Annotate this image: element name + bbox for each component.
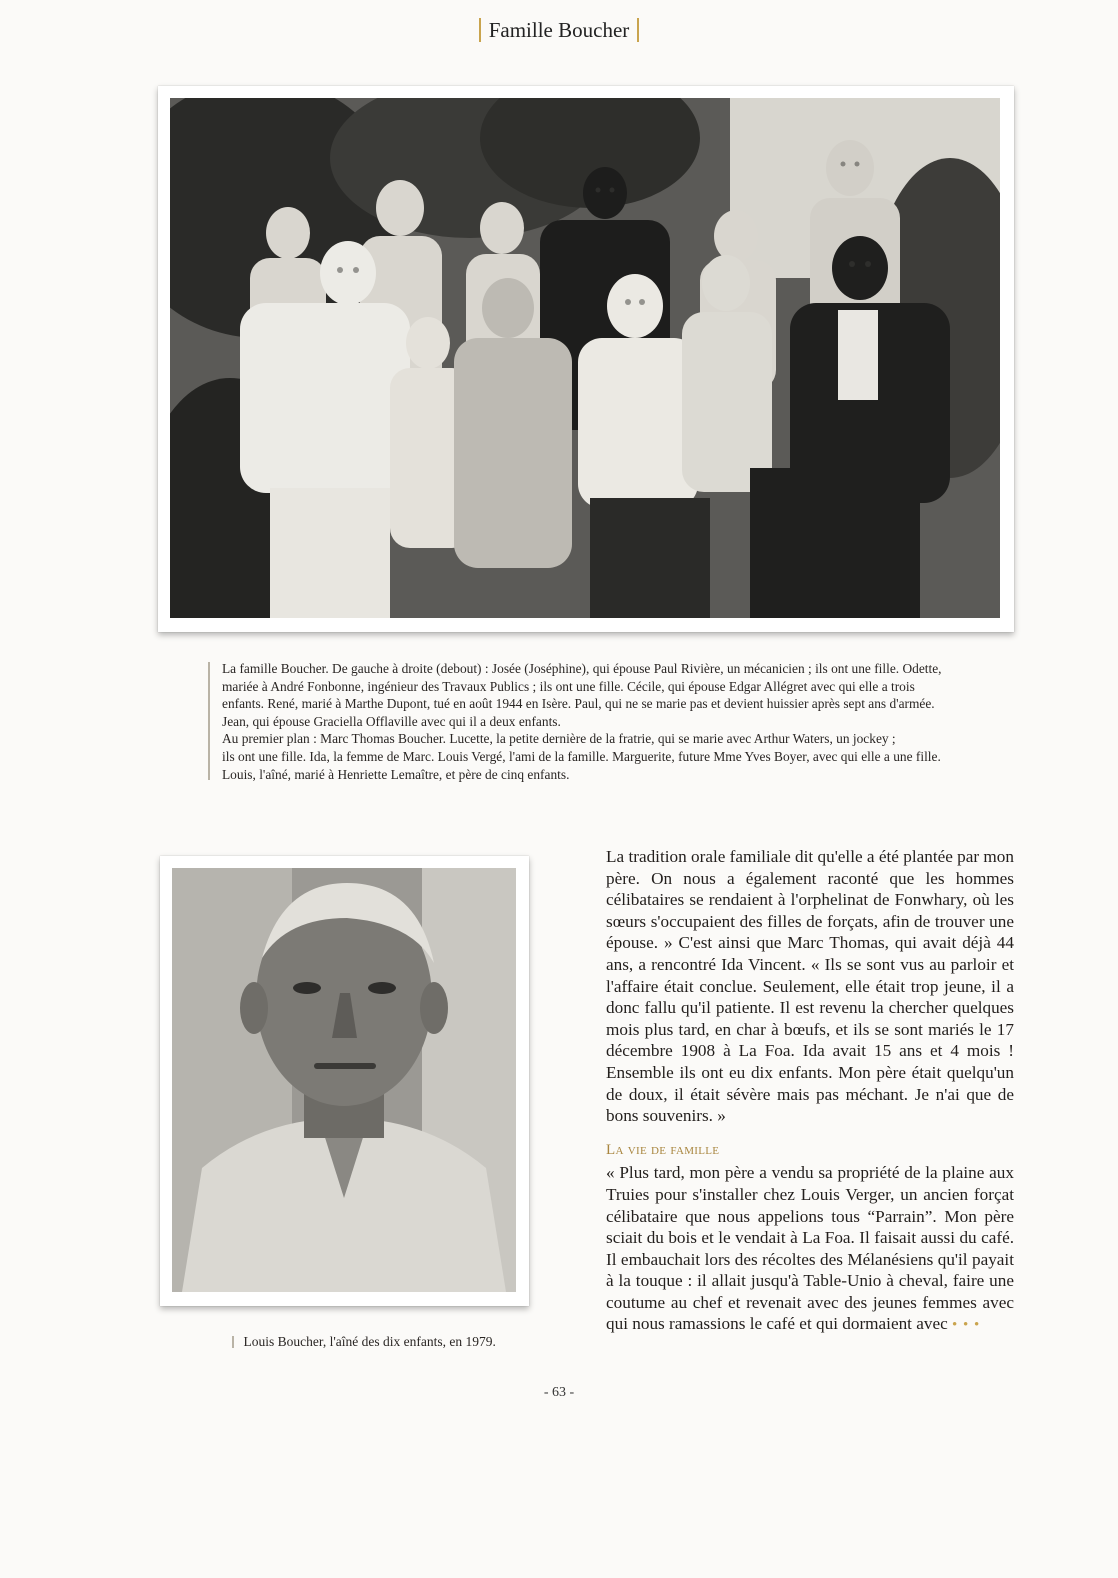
- body-text-column: [606, 846, 1014, 1337]
- family-photo-frame: [158, 86, 1014, 632]
- caption-line: Jean, qui épouse Graciella Offlaville avec qui il a deux enfants.: [222, 713, 561, 729]
- body-paragraph-1: La tradition orale familiale dit qu'elle a été plantée par mon père. On nous a également raconté que les hommes célibataires se rendaient à l'orphelinat de Fonwhary, où les sœurs s'occupaient des filles de forçats, afin de trouver une épouse. » C'est ainsi que Marc Thomas, qui avait déjà 44 ans, a rencontré Ida Vincent. « Ils se sont vus au parloir et l'affaire était conclue. Seulement, elle était trop jeune, il a donc fallu qu'il patiente. Il est revenu la chercher quelques mois plus tard, en char à bœufs, et ils se sont mariés le 17 décembre 1908 à La Foa. Ida avait 15 ans et 4 mois ! Ensemble ils ont eu dix enfants. Mon père était quelqu'un de doux, il était sévère mais pas méchant. Je n'ai que de bons souvenirs. »: [606, 847, 1014, 1126]
- running-header: [0, 14, 1118, 46]
- caption-line: Au premier plan : Marc Thomas Boucher. Lucette, la petite dernière de la fratrie, qui se marie avec Arthur Waters, un jockey ;: [222, 731, 896, 747]
- continuation-marker: • • •: [952, 1317, 981, 1334]
- header-left-bar: [479, 18, 481, 42]
- caption-line: ils ont une fille. Ida, la femme de Marc. Louis Vergé, l'ami de la famille. Marguerite, future Mme Yves Boyer, avec qui elle a une fille.: [222, 748, 941, 764]
- family-photo: [170, 98, 1000, 618]
- header-title: Famille Boucher: [488, 17, 630, 42]
- portrait-photo-frame: [160, 856, 529, 1306]
- caption-bar: [208, 662, 210, 780]
- caption-line: Louis, l'aîné, marié à Henriette Lemaître, et père de cinq enfants.: [222, 766, 570, 782]
- page-number: - 63 -: [543, 1385, 575, 1400]
- family-photo-illustration: [170, 98, 1000, 618]
- caption-line: mariée à André Fonbonne, ingénieur des Travaux Publics ; ils ont une fille. Cécile, qui épouse Edgar Allégret avec qui elle a trois: [222, 678, 915, 694]
- family-photo-caption: [220, 660, 1022, 783]
- portrait-caption: [232, 1334, 532, 1350]
- header-right-bar: [637, 18, 639, 42]
- section-heading: La vie de famille: [606, 1141, 720, 1158]
- portrait-caption-text: Louis Boucher, l'aîné des dix enfants, en 1979.: [243, 1334, 496, 1349]
- portrait-caption-bar: [232, 1336, 234, 1348]
- portrait-illustration: [172, 868, 516, 1292]
- body-paragraph-2-text: « Plus tard, mon père a vendu sa propriété de la plaine aux Truies pour s'installer chez Louis Verger, un ancien forçat célibataire que nous appelions tous “Parrain”. Mon père sciait du bois et le vendait à La Foa. Il faisait aussi du café. Il embauchait lors des récoltes des Mélanésiens qu'il payait à la touque : il allait jusqu'à Table-Unio à cheval, faire une coutume au chef et revenait avec des jeunes femmes avec qui nous ramassions le café et qui dormaient avec: [606, 1163, 1014, 1334]
- caption-line: enfants. René, marié à Marthe Dupont, tué en août 1944 en Isère. Paul, qui ne se marie pas et devient huissier après sept ans d'armée.: [222, 696, 935, 712]
- portrait-photo: [172, 868, 516, 1292]
- body-paragraph-2: [606, 1162, 1014, 1337]
- caption-line: La famille Boucher. De gauche à droite (debout) : Josée (Joséphine), qui épouse Paul Rivière, un mécanicien ; ils ont une fille. Odette,: [222, 661, 942, 676]
